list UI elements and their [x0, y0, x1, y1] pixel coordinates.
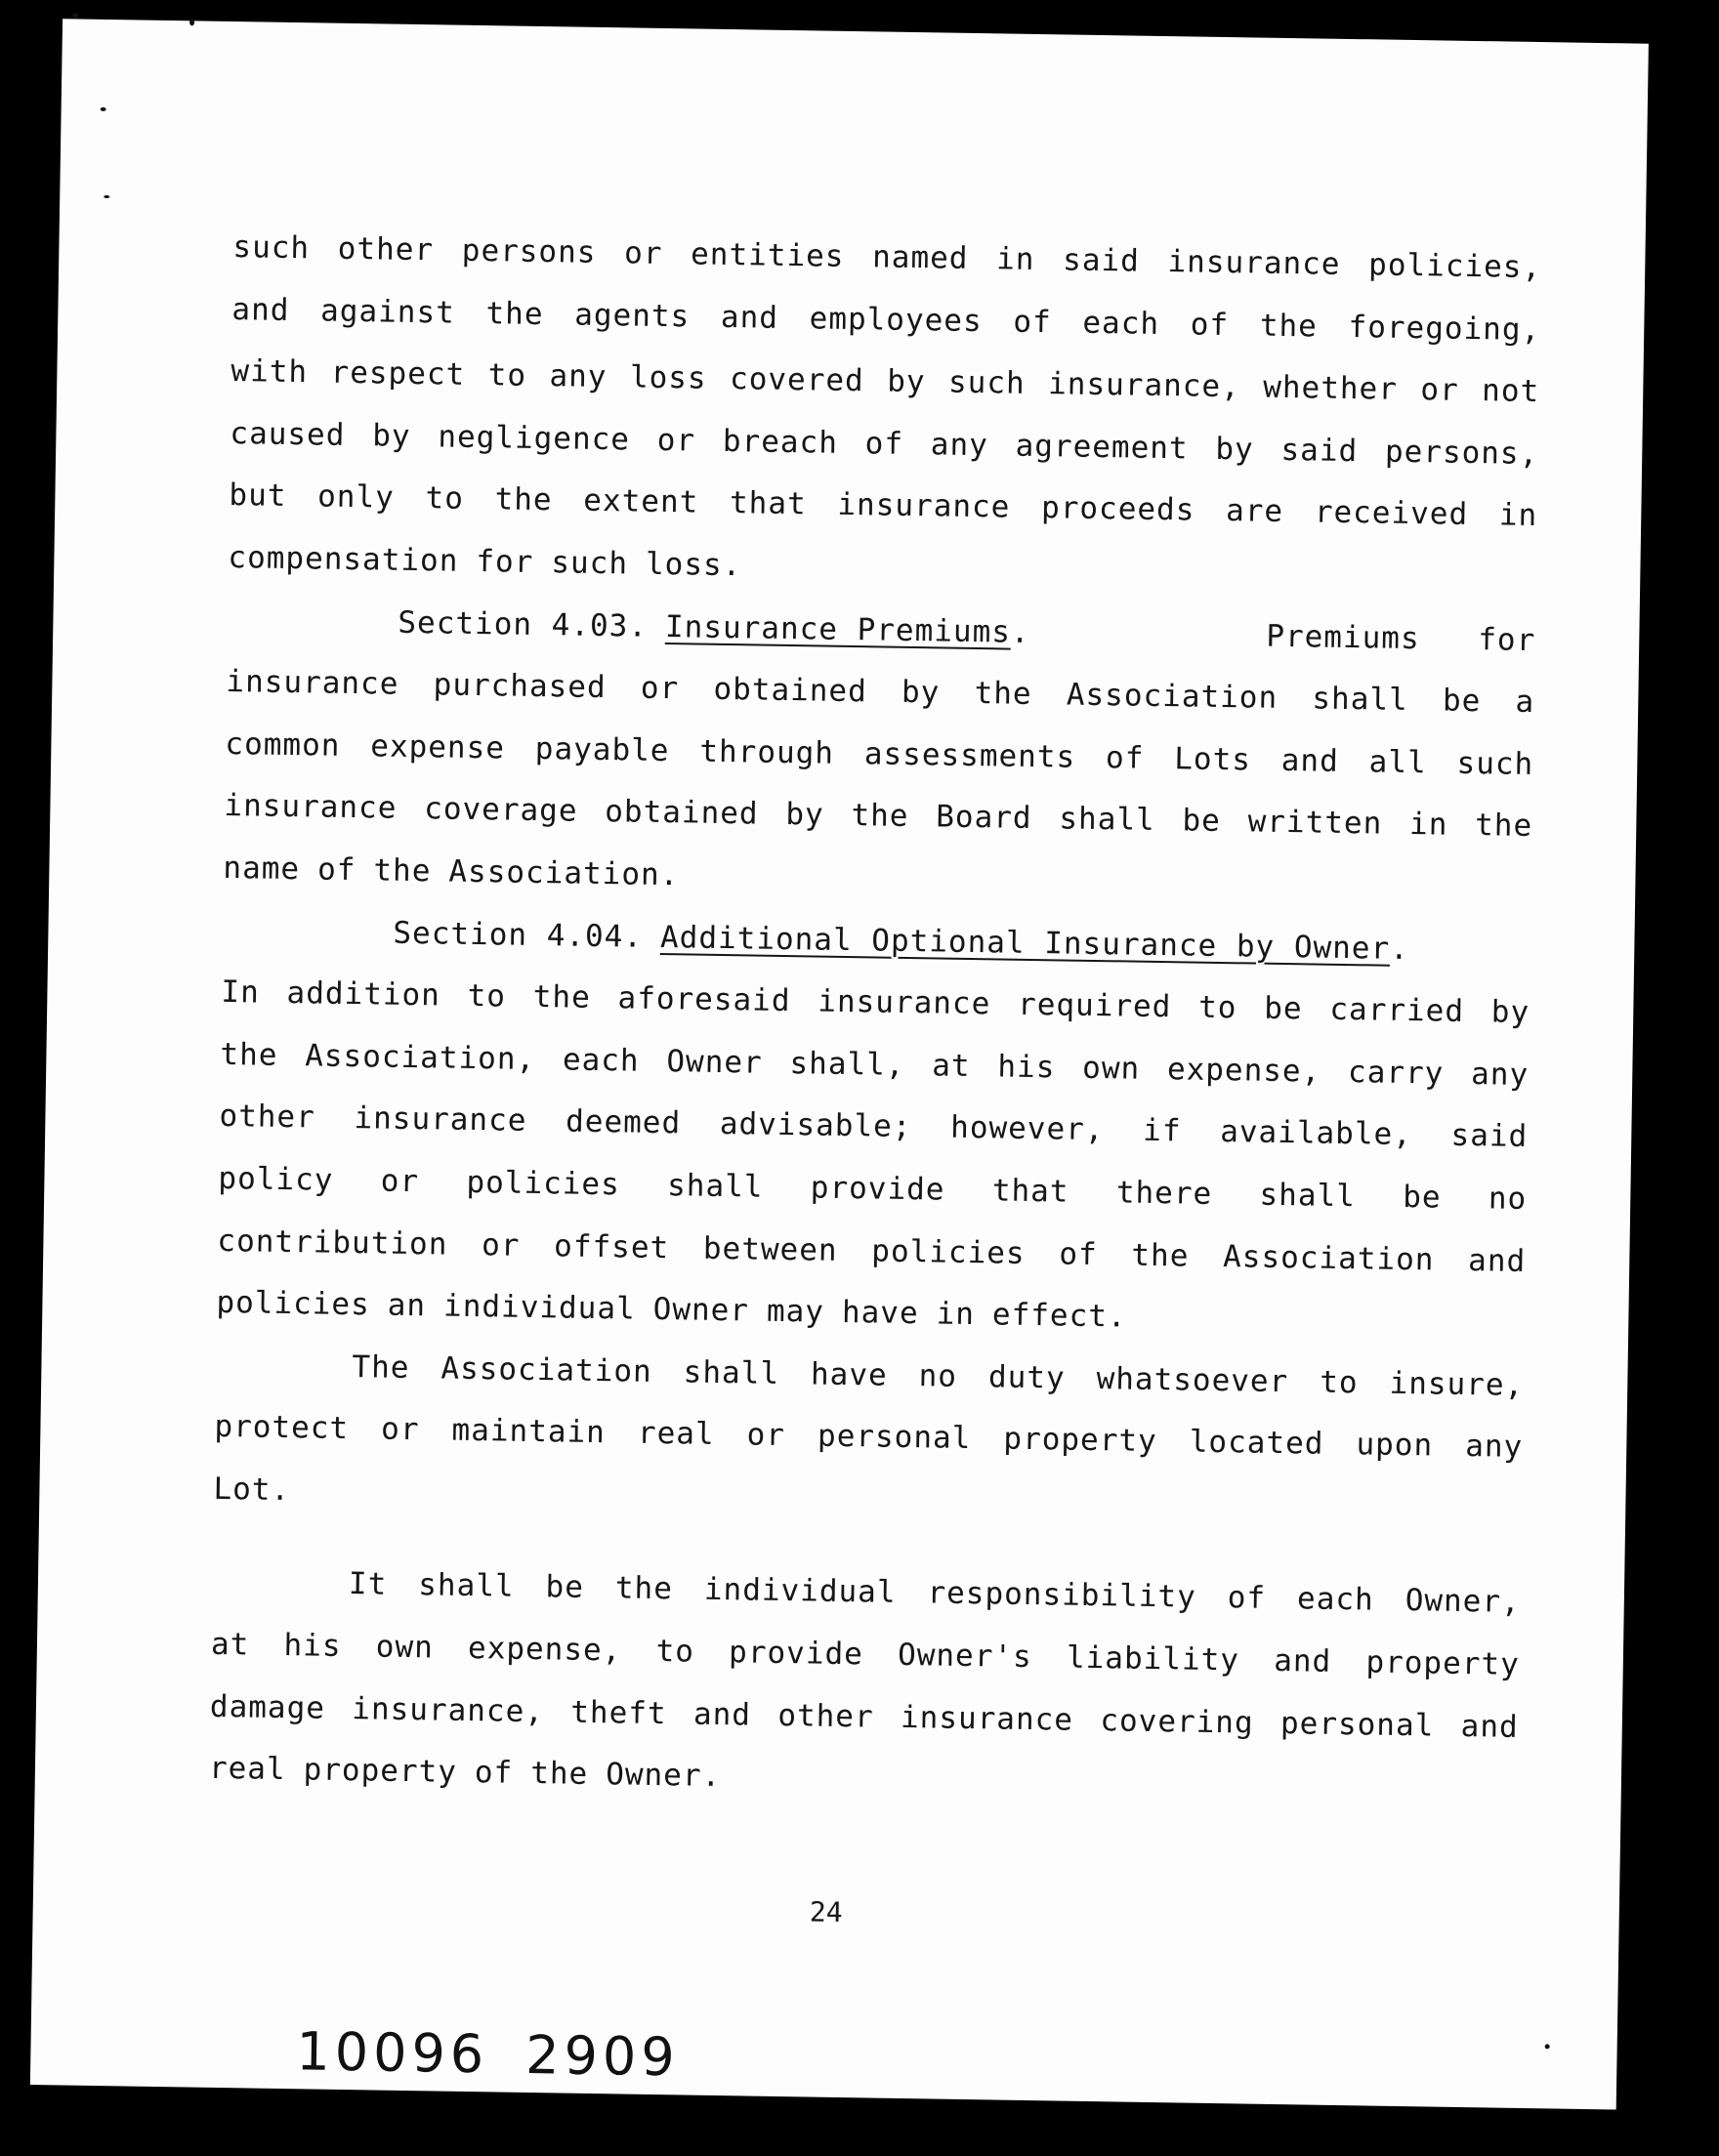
word: personal	[1279, 1705, 1435, 1744]
section-4-04	[216, 899, 1531, 1354]
word: advisable;	[719, 1106, 912, 1145]
word: to	[487, 357, 527, 394]
word: employees	[809, 300, 983, 339]
word: be	[545, 1569, 585, 1606]
section-title: Additional Optional Insurance by Owner	[659, 919, 1391, 967]
word: shall	[1259, 1177, 1357, 1215]
section-label: Section 4.04.	[393, 915, 644, 955]
page-number: 24	[809, 1895, 843, 1929]
word: of	[1013, 304, 1052, 340]
word: and	[1460, 1708, 1519, 1745]
word: of	[316, 851, 356, 889]
word: named	[871, 239, 969, 276]
word: to	[1319, 1364, 1359, 1400]
word: payable	[534, 730, 670, 768]
scan-speck	[1545, 2044, 1550, 2049]
scan-speck	[72, 13, 78, 19]
word: purchased	[433, 667, 607, 706]
word: Owner,	[1405, 1583, 1521, 1621]
word: by	[1490, 994, 1530, 1031]
word: individual	[442, 1288, 636, 1327]
word: own	[1081, 1050, 1141, 1087]
word: the	[529, 1756, 589, 1793]
scan-speck	[101, 107, 106, 111]
word: located	[1189, 1424, 1324, 1462]
word: not	[1481, 373, 1540, 410]
word: In	[221, 974, 261, 1011]
word: Association	[440, 1350, 653, 1389]
word: and	[692, 1696, 752, 1733]
word: carry	[1347, 1054, 1445, 1092]
word: the	[974, 676, 1032, 713]
word: persons,	[1384, 434, 1539, 472]
word: aforesaid	[617, 980, 791, 1019]
word: shall	[1312, 681, 1409, 719]
word: theft	[570, 1694, 667, 1731]
word: be	[1182, 803, 1222, 840]
word: Association,	[304, 1037, 536, 1077]
word: loss	[629, 359, 707, 396]
word: individual	[703, 1572, 897, 1611]
word: protect	[214, 1409, 350, 1447]
word: each	[1296, 1581, 1375, 1619]
word: carried	[1329, 991, 1465, 1030]
word: effect.	[991, 1297, 1127, 1335]
word: common	[225, 726, 341, 764]
recording-stamp	[296, 2020, 717, 2089]
word: the	[851, 798, 909, 835]
section-tail: Premiums for	[1266, 618, 1536, 658]
word: written	[1247, 804, 1383, 842]
word: at	[210, 1626, 250, 1663]
word: all	[1368, 744, 1427, 781]
word: liability	[1066, 1639, 1240, 1679]
word: any	[930, 427, 989, 463]
word: insurance	[224, 788, 398, 827]
word: his	[283, 1628, 342, 1664]
word: respect	[330, 354, 466, 393]
word: or	[481, 1226, 521, 1264]
word: covering	[1100, 1702, 1254, 1741]
word: of	[1059, 1235, 1098, 1272]
word: shall	[683, 1354, 780, 1391]
word: available,	[1219, 1114, 1413, 1153]
word: loss.	[645, 546, 742, 584]
word: by	[901, 674, 941, 711]
word: be	[1442, 683, 1482, 720]
word: insure,	[1389, 1365, 1525, 1403]
word: to	[655, 1634, 695, 1670]
word: shall,	[789, 1045, 905, 1083]
word: in	[1408, 807, 1448, 843]
word: expense	[370, 728, 506, 767]
word: contribution	[217, 1223, 448, 1263]
word: and	[1467, 1242, 1527, 1279]
word: insurance,	[1047, 366, 1241, 405]
word: agreement	[1015, 428, 1189, 467]
word: extent	[583, 483, 699, 520]
word: shall	[1059, 801, 1155, 839]
word: by	[1215, 431, 1255, 468]
word: shall	[417, 1567, 515, 1605]
word: provide	[728, 1635, 864, 1673]
section-label: Section 4.03.	[398, 604, 649, 644]
word: such	[947, 364, 1026, 401]
word: coverage	[423, 791, 578, 829]
word: obtained	[605, 794, 759, 832]
word: entities	[690, 236, 845, 274]
word: real	[637, 1415, 715, 1453]
word: deemed	[565, 1103, 682, 1141]
word: whether	[1262, 369, 1399, 407]
word: such	[1456, 745, 1534, 782]
stamp-book-number: 10096	[295, 2020, 489, 2086]
word: such	[232, 229, 311, 267]
word: offset	[553, 1227, 670, 1265]
word: through	[699, 733, 835, 771]
word: be	[1264, 990, 1303, 1027]
word: insurance	[818, 983, 991, 1022]
word: have	[841, 1295, 919, 1332]
word: required	[1017, 986, 1172, 1025]
word: by	[785, 797, 824, 833]
word: Association.	[448, 853, 680, 893]
word: the	[494, 481, 553, 518]
word: other	[777, 1697, 874, 1735]
scan-speck	[189, 19, 194, 25]
word: other	[337, 230, 435, 269]
word: his	[997, 1049, 1056, 1086]
word: the	[373, 852, 432, 890]
word: policies	[466, 1164, 621, 1203]
word: insurance,	[352, 1690, 545, 1729]
word: the	[485, 295, 544, 332]
word: only	[316, 478, 396, 517]
word: and	[1273, 1642, 1332, 1679]
word: damage	[209, 1688, 326, 1726]
word: personal	[817, 1418, 972, 1457]
word: caused	[230, 415, 346, 453]
word: the	[1131, 1237, 1190, 1274]
word: assessments	[863, 735, 1076, 775]
word: that	[729, 485, 807, 522]
word: policies	[216, 1284, 371, 1323]
word: insurance	[1167, 244, 1341, 282]
section-heading-line: Section 4.04. Additional Optional Insurance by Owner.	[222, 899, 1531, 982]
word: for	[476, 543, 534, 580]
word: own	[375, 1629, 435, 1666]
word: agents	[573, 297, 691, 334]
word: or	[380, 1411, 420, 1448]
word: are	[1225, 493, 1284, 530]
word: in	[936, 1296, 976, 1333]
word: Lots	[1173, 740, 1252, 778]
word: persons	[461, 232, 597, 270]
word: other	[219, 1099, 316, 1136]
word: covered	[729, 361, 865, 399]
word: or	[656, 422, 696, 459]
word: in	[995, 241, 1035, 277]
word: with	[231, 353, 309, 391]
word: compensation	[228, 539, 459, 579]
word: foregoing,	[1348, 309, 1541, 348]
word: and	[1280, 742, 1340, 779]
word: expense,	[467, 1631, 622, 1669]
word: to	[425, 480, 465, 518]
word: duty	[987, 1358, 1066, 1396]
word: and	[720, 299, 779, 336]
word: in	[1498, 497, 1538, 534]
word: be	[1402, 1179, 1442, 1216]
word: negligence	[438, 419, 631, 458]
word: upon	[1356, 1427, 1434, 1464]
word: any	[549, 358, 608, 395]
word: obtained	[713, 671, 868, 710]
word: policy	[218, 1160, 334, 1198]
word: proceeds	[1040, 490, 1195, 528]
section-title: Insurance Premiums	[664, 608, 1012, 650]
word: property	[1365, 1644, 1521, 1682]
word: have	[810, 1356, 888, 1393]
word: Lot.	[213, 1471, 291, 1508]
word: of	[474, 1755, 514, 1791]
paragraph-no-duty	[213, 1335, 1525, 1542]
word: of	[864, 425, 904, 462]
word: Association	[1222, 1238, 1435, 1277]
word: or	[746, 1417, 786, 1454]
paragraph-owner-responsibility	[208, 1552, 1521, 1820]
word: no	[918, 1357, 958, 1394]
word: whatsoever	[1096, 1360, 1289, 1399]
word: such	[551, 545, 629, 582]
word: the	[614, 1570, 674, 1607]
word: the	[220, 1036, 278, 1073]
word: that	[991, 1173, 1069, 1210]
word: of	[1105, 739, 1145, 776]
word: if	[1142, 1113, 1182, 1149]
word: property	[303, 1752, 458, 1791]
word: shall	[666, 1168, 764, 1205]
word: however,	[949, 1109, 1105, 1148]
word: by	[371, 418, 411, 454]
word: provide	[810, 1170, 945, 1208]
word: may	[766, 1293, 825, 1330]
word: each	[1082, 305, 1160, 342]
word: policies	[871, 1232, 1026, 1271]
word: maintain	[451, 1412, 607, 1451]
word: Board	[936, 799, 1032, 837]
word: no	[1488, 1181, 1528, 1217]
word: between	[702, 1230, 838, 1268]
word: received	[1314, 494, 1469, 533]
section-4-03	[223, 590, 1536, 921]
word: said	[1280, 432, 1359, 469]
word: Association	[1066, 677, 1279, 717]
word: said	[1062, 242, 1141, 279]
word: or	[1420, 372, 1459, 408]
word: at	[932, 1048, 971, 1084]
word: The	[352, 1348, 410, 1386]
word: to	[1197, 989, 1237, 1026]
word: policies,	[1367, 247, 1542, 286]
word: a	[1515, 684, 1535, 721]
word: responsibility	[927, 1575, 1197, 1616]
word: or	[623, 235, 663, 271]
word: insurance	[837, 487, 1011, 525]
word: the	[1474, 808, 1533, 845]
word: Owner.	[605, 1757, 722, 1795]
word: It	[348, 1566, 388, 1603]
word: insurance	[226, 664, 399, 702]
document-body	[208, 217, 1541, 1821]
word: there	[1115, 1175, 1213, 1212]
word: or	[380, 1163, 420, 1200]
word: said	[1450, 1118, 1529, 1155]
word: by	[886, 363, 926, 400]
word: any	[1464, 1429, 1524, 1466]
word: to	[467, 978, 507, 1015]
word: property	[1003, 1421, 1158, 1460]
word: or	[640, 670, 680, 707]
word: addition	[286, 975, 441, 1014]
word: but	[229, 477, 287, 515]
word: against	[319, 293, 456, 331]
word: each	[562, 1042, 640, 1079]
word: Owner's	[897, 1637, 1033, 1676]
stamp-page-number: 2909	[524, 2023, 681, 2089]
word: the	[532, 979, 592, 1016]
paragraph-continuation	[228, 217, 1542, 610]
word: and	[231, 291, 290, 328]
word: the	[1259, 308, 1319, 345]
section-heading-line: Section 4.03. Insurance Premiums. Premiums for	[227, 590, 1536, 673]
word: insurance	[900, 1699, 1074, 1738]
scanned-page	[30, 19, 1649, 2109]
word: insurance	[354, 1100, 527, 1140]
word: an	[387, 1287, 427, 1324]
word: name	[223, 850, 301, 888]
word: of	[1190, 307, 1230, 343]
word: expense,	[1166, 1051, 1321, 1090]
word: any	[1470, 1056, 1530, 1093]
word: of	[1227, 1580, 1267, 1617]
word: Owner	[666, 1043, 764, 1081]
word: Owner	[652, 1292, 750, 1329]
word: real	[208, 1751, 286, 1788]
scan-speck	[104, 195, 109, 198]
word: breach	[722, 423, 839, 461]
